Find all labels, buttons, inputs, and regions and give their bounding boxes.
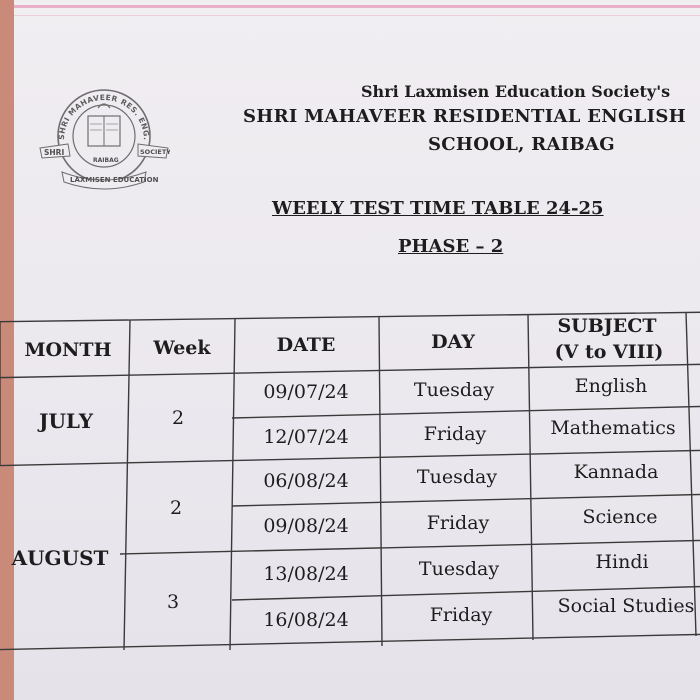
- school-seal-logo: [38, 76, 170, 194]
- seal-right-banner: SOCIETY: [140, 148, 170, 156]
- row-5-day: Tuesday: [418, 558, 500, 580]
- timetable: [0, 300, 700, 660]
- column-header-day: DAY: [431, 331, 475, 353]
- column-header-month: MONTH: [24, 339, 112, 361]
- row-5-subject: Hindi: [595, 551, 649, 573]
- row-4-date: 09/08/24: [263, 515, 349, 537]
- row-3-date: 06/08/24: [263, 470, 349, 492]
- column-header-subject: SUBJECT: [557, 315, 657, 337]
- row-6-date: 16/08/24: [263, 609, 349, 631]
- column-header-subject-classes: (V to VIII): [554, 341, 664, 363]
- row-2-date: 12/07/24: [263, 426, 349, 448]
- row-1-day: Tuesday: [413, 379, 495, 401]
- column-header-week: Week: [153, 337, 211, 359]
- row-2-day: Friday: [423, 423, 487, 445]
- week-august-second: 3: [166, 591, 180, 613]
- page-margin-rule-secondary: [14, 15, 700, 16]
- row-4-day: Friday: [426, 512, 490, 534]
- seal-ring-text: SHRI MAHAVEER RES. ENG.: [56, 92, 152, 141]
- row-5-date: 13/08/24: [263, 563, 349, 585]
- week-july: 2: [171, 407, 185, 429]
- row-3-day: Tuesday: [416, 466, 498, 488]
- month-august: AUGUST: [11, 546, 109, 570]
- page-margin-rule: [14, 5, 700, 8]
- row-4-subject: Science: [582, 506, 658, 528]
- row-2-subject: Mathematics: [550, 417, 676, 439]
- row-1-date: 09/07/24: [263, 381, 349, 403]
- row-3-subject: Kannada: [573, 461, 659, 483]
- school-name-line-2: SCHOOL, RAIBAG: [428, 134, 615, 155]
- row-6-subject: Social Studies: [557, 595, 695, 617]
- society-name: Shri Laxmisen Education Society's: [361, 82, 671, 101]
- month-july: JULY: [39, 409, 93, 433]
- seal-bottom-banner: LAXMISEN EDUCATION: [70, 176, 159, 184]
- row-1-subject: English: [574, 375, 648, 397]
- school-name-line-1: SHRI MAHAVEER RESIDENTIAL ENGLISH: [243, 106, 686, 127]
- row-6-day: Friday: [429, 604, 493, 626]
- week-august-first: 2: [169, 497, 183, 519]
- document-title: WEELY TEST TIME TABLE 24-25: [272, 198, 604, 219]
- seal-left-banner: SHRI: [44, 148, 65, 157]
- seal-town-text: RAIBAG: [93, 157, 119, 164]
- phase-label: PHASE – 2: [398, 236, 504, 257]
- column-header-date: DATE: [276, 334, 336, 356]
